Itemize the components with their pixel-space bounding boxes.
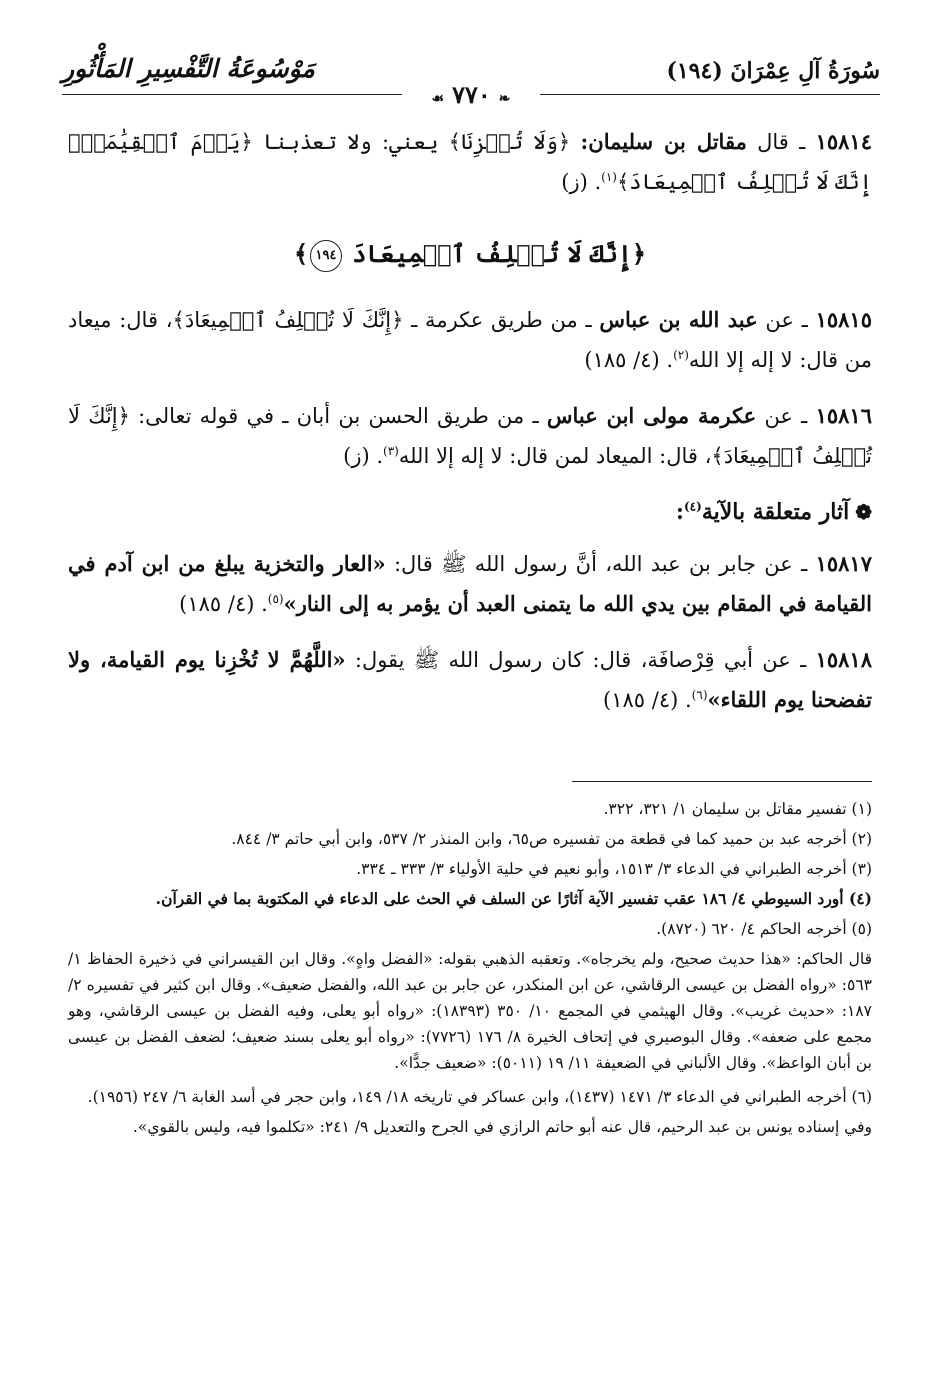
footnote-2: (٢) أخرجه عبد بن حميد كما في قطعة من تفسيره ص٦٥، وابن المنذر ٢/ ٥٣٧، وابن أبي حاتم ٣/ ٨٤٤. bbox=[231, 830, 872, 848]
footnote-5-note: قال الحاكم: «هذا حديث صحيح، ولم يخرجاه». وتعقبه الذهبي بقوله: «الفضل واهٍ». وقال ابن القيسراني في ذخيرة الحفاظ ١/ ٥٦٣: «رواه الفضل بن عيسى الرقاشي، عن ابن المنكدر، عن جابر بن عبد الله، والفضل ضعيف». وقال ابن كثير في تفسيره ٢/ ١٨٧: «حديث غريب». وقال الهيثمي في المجمع ١٠/ ٣٥٠ (١٨٣٩٣): «رواه أبو يعلى، وفيه الفضل بن عيسى الرقاشي، وهو مجمع على ضعفه». وقال البوصيري في إتحاف الخيرة ٨/ ١٧٦ (٧٧٢٦): «رواه أبو يعلى بسند ضعيف؛ لضعف الفضل بن عيسى بن أبان الواعظ». وقال الألباني في الضعيفة ١١/ ١٩ (٥٠١١): «ضعيف جدًّا». bbox=[68, 950, 873, 1072]
footnote-3: (٣) أخرجه الطبراني في الدعاء ٣/ ١٥١٣، وأبو نعيم في حلية الأولياء ٣/ ٣٣٣ ـ ٣٣٤. bbox=[356, 860, 872, 878]
entry-lead: ـ عن جابر بن عبد الله، أنَّ رسول الله ﷺ قال: bbox=[385, 552, 816, 576]
narrator-name: عكرمة مولى ابن عباس bbox=[546, 403, 757, 428]
entry-text: ـ من طريق عكرمة ـ ﴿إِنَّكَ لَا تُخۡلِفُ ٱلۡمِيعَادَ﴾، قال: ميعاد من قال: لا إله إلا الله bbox=[68, 308, 872, 372]
hadith-text: «العار والتخزية يبلغ من ابن آدم في القيامة في المقام بين يدي الله ما يتمنى العبد أن يؤمر به إلى النار» bbox=[68, 551, 872, 616]
footnote-6-note: وفي إسناده يونس بن عبد الرحيم، قال عنه أبو حاتم الرازي في الجرح والتعديل ٩/ ٢٤١: «تكلموا فيه، وليس بالقوي». bbox=[132, 1118, 872, 1136]
entry-tail: . (٤/ ١٨٥) bbox=[179, 592, 268, 616]
entry-tail: . (٤/ ١٨٥) bbox=[584, 348, 674, 372]
footnote-ref[interactable]: (٣) bbox=[383, 444, 399, 458]
entry-number: ١٥٨١٨ bbox=[815, 647, 872, 672]
footnote-5: (٥) أخرجه الحاكم ٤/ ٦٢٠ (٨٧٢٠). bbox=[656, 920, 872, 938]
ornament-icon: ☙ bbox=[431, 91, 445, 107]
main-text bbox=[68, 122, 872, 736]
hadith-text: «اللَّهُمَّ لا تُخْزِنا يوم القيامة، ولا تفضحنا يوم اللقاء» bbox=[68, 647, 872, 712]
footnote-ref[interactable]: (٦) bbox=[691, 688, 708, 702]
footnote-ref[interactable]: (٢) bbox=[673, 348, 689, 362]
page-header bbox=[62, 52, 880, 112]
entry-number: ١٥٨١٦ bbox=[815, 403, 872, 428]
entry-15814 bbox=[68, 122, 872, 202]
ayah-text: ﴿إِنَّكَ لَا تُخۡلِفُ ٱلۡمِيعَادَ bbox=[352, 239, 647, 268]
footnotes bbox=[68, 796, 872, 1148]
entry-number: ١٥٨١٥ bbox=[815, 307, 872, 332]
footnote-ref[interactable]: (١) bbox=[601, 170, 617, 184]
entry-15817 bbox=[68, 544, 872, 624]
footnote-ref[interactable]: (٤) bbox=[683, 499, 702, 514]
entry-tail: . (ز) bbox=[343, 444, 384, 468]
entry-text: ﴿وَلَا تُخۡزِنَا﴾ يعني: ولا تعذبنا ﴿يَوۡمَ ٱلۡقِيَٰمَةِۖ إِنَّكَ لَا تُخۡلِفُ ٱلۡمِيعَادَ﴾ bbox=[68, 130, 872, 194]
narrator-name: مقاتل بن سليمان: bbox=[580, 129, 747, 154]
footnote-4: (٤) أورد السيوطي ٤/ ١٨٦ عقب تفسير الآية آثارًا عن السلف في الحث على الدعاء في المكتوبة بما في القرآن. bbox=[155, 889, 872, 908]
entry-lead: ـ عن أبي قِرْصافَة، قال: كان رسول الله ﷺ يقول: bbox=[345, 648, 816, 672]
footnote-separator bbox=[572, 781, 872, 782]
entry-15816 bbox=[68, 396, 872, 476]
entry-15815 bbox=[68, 300, 872, 380]
verse-number: ١٩٤ bbox=[310, 240, 342, 272]
entry-15818 bbox=[68, 640, 872, 720]
entry-tail: . (ز) bbox=[561, 170, 602, 194]
surah-title: سُورَةُ آلِ عِمْرَانَ (١٩٤) bbox=[666, 58, 880, 84]
footnote-1: (١) تفسير مقاتل بن سليمان ١/ ٣٢١، ٣٢٢. bbox=[603, 800, 872, 818]
section-title bbox=[68, 492, 872, 532]
page-number-block bbox=[62, 80, 880, 109]
entry-number: ١٥٨١٤ bbox=[815, 129, 872, 154]
footnote-ref[interactable]: (٥) bbox=[267, 592, 284, 606]
book-title: مَوْسُوعَةُ التَّفْسِيرِ المَأْثُورِ bbox=[62, 54, 315, 83]
entry-tail: . (٤/ ١٨٥) bbox=[603, 688, 692, 712]
flower-ornament-icon: ❁ bbox=[855, 500, 872, 524]
page-number: ٧٧٠ bbox=[452, 80, 491, 109]
ornament-icon: ❧ bbox=[498, 91, 511, 107]
entry-text: ـ من طريق الحسن بن أبان ـ في قوله تعالى: ﴿إِنَّكَ لَا تُخۡلِفُ ٱلۡمِيعَادَ﴾، قال: الميعاد لمن قال: لا إله إلا الله bbox=[68, 404, 872, 468]
ayah-close: ﴾ bbox=[293, 239, 309, 268]
entry-number: ١٥٨١٧ bbox=[815, 551, 872, 576]
entry-lead: ـ قال bbox=[746, 130, 816, 154]
entry-lead: ـ عن bbox=[756, 404, 816, 428]
entry-lead: ـ عن bbox=[757, 308, 816, 332]
section-colon: : bbox=[675, 499, 684, 525]
ayah-heading bbox=[68, 234, 872, 274]
footnote-6: (٦) أخرجه الطبراني في الدعاء ٣/ ١٤٧١ (١٤٣٧)، وابن عساكر في تاريخه ١٨/ ١٤٩، وابن حجر في أسد الغابة ٦/ ٢٤٧ (١٩٥٦). bbox=[87, 1088, 872, 1106]
narrator-name: عبد الله بن عباس bbox=[599, 307, 758, 332]
section-title-text: آثار متعلقة بالآية bbox=[701, 499, 850, 525]
